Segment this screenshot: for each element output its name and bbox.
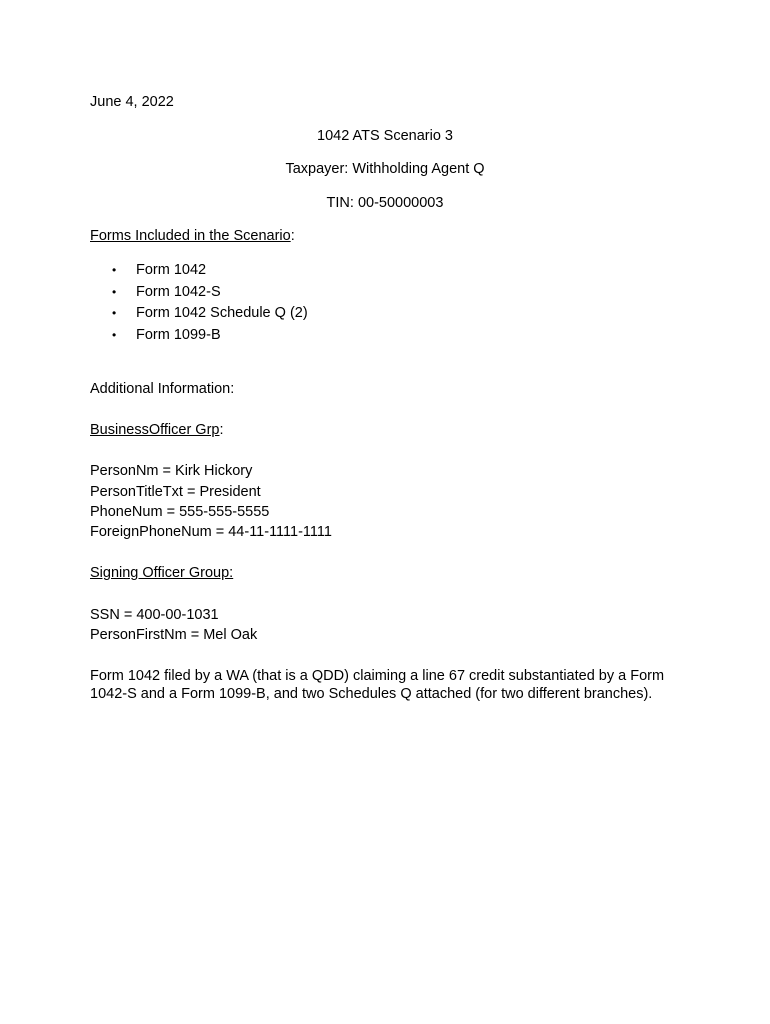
bullet-icon: • bbox=[112, 284, 117, 299]
list-item bbox=[112, 327, 308, 349]
bullet-icon: • bbox=[112, 263, 117, 277]
forms-heading-text: Forms Included in the Scenario bbox=[90, 228, 291, 244]
phone-field: PhoneNum = 555-555-5555 bbox=[90, 504, 270, 520]
form-item-label: Form 1042 bbox=[136, 262, 207, 278]
taxpayer-line: Taxpayer: Withholding Agent Q bbox=[285, 161, 485, 177]
ssn-field: SSN = 400-00-1031 bbox=[90, 607, 219, 623]
tin-line: TIN: 00-50000003 bbox=[326, 195, 444, 211]
bullet-icon: • bbox=[112, 306, 117, 320]
document-date: June 4, 2022 bbox=[90, 94, 174, 110]
list-item bbox=[112, 284, 308, 306]
form-item-label: Form 1099-B bbox=[136, 326, 221, 343]
form-item-label: Form 1042-S bbox=[136, 283, 221, 300]
person-first-name-field: PersonFirstNm = Mel Oak bbox=[90, 627, 258, 643]
bullet-icon: • bbox=[112, 327, 117, 342]
person-name-field: PersonNm = Kirk Hickory bbox=[90, 463, 253, 479]
business-officer-heading-colon: : bbox=[219, 422, 224, 438]
signing-officer-heading: Signing Officer Group: bbox=[90, 565, 234, 581]
forms-list bbox=[112, 262, 308, 348]
form-item-label: Form 1042 Schedule Q (2) bbox=[136, 305, 308, 321]
business-officer-heading-text: BusinessOfficer Grp bbox=[90, 422, 220, 438]
list-item bbox=[112, 305, 308, 327]
forms-heading-colon: : bbox=[290, 228, 295, 244]
business-officer-heading bbox=[90, 422, 224, 439]
person-title-field: PersonTitleTxt = President bbox=[90, 484, 261, 500]
document-title: 1042 ATS Scenario 3 bbox=[317, 128, 453, 144]
forms-heading bbox=[90, 228, 295, 245]
scenario-description: Form 1042 filed by a WA (that is a QDD) claiming a line 67 credit substantiated by a Form 1042-S and a Form 1099-B, and two Schedules Q attached (for two different branches). bbox=[90, 668, 665, 702]
list-item bbox=[112, 262, 308, 284]
additional-info-heading: Additional Information: bbox=[90, 381, 235, 397]
foreign-phone-field: ForeignPhoneNum = 44-11-1111-1111 bbox=[90, 524, 332, 540]
